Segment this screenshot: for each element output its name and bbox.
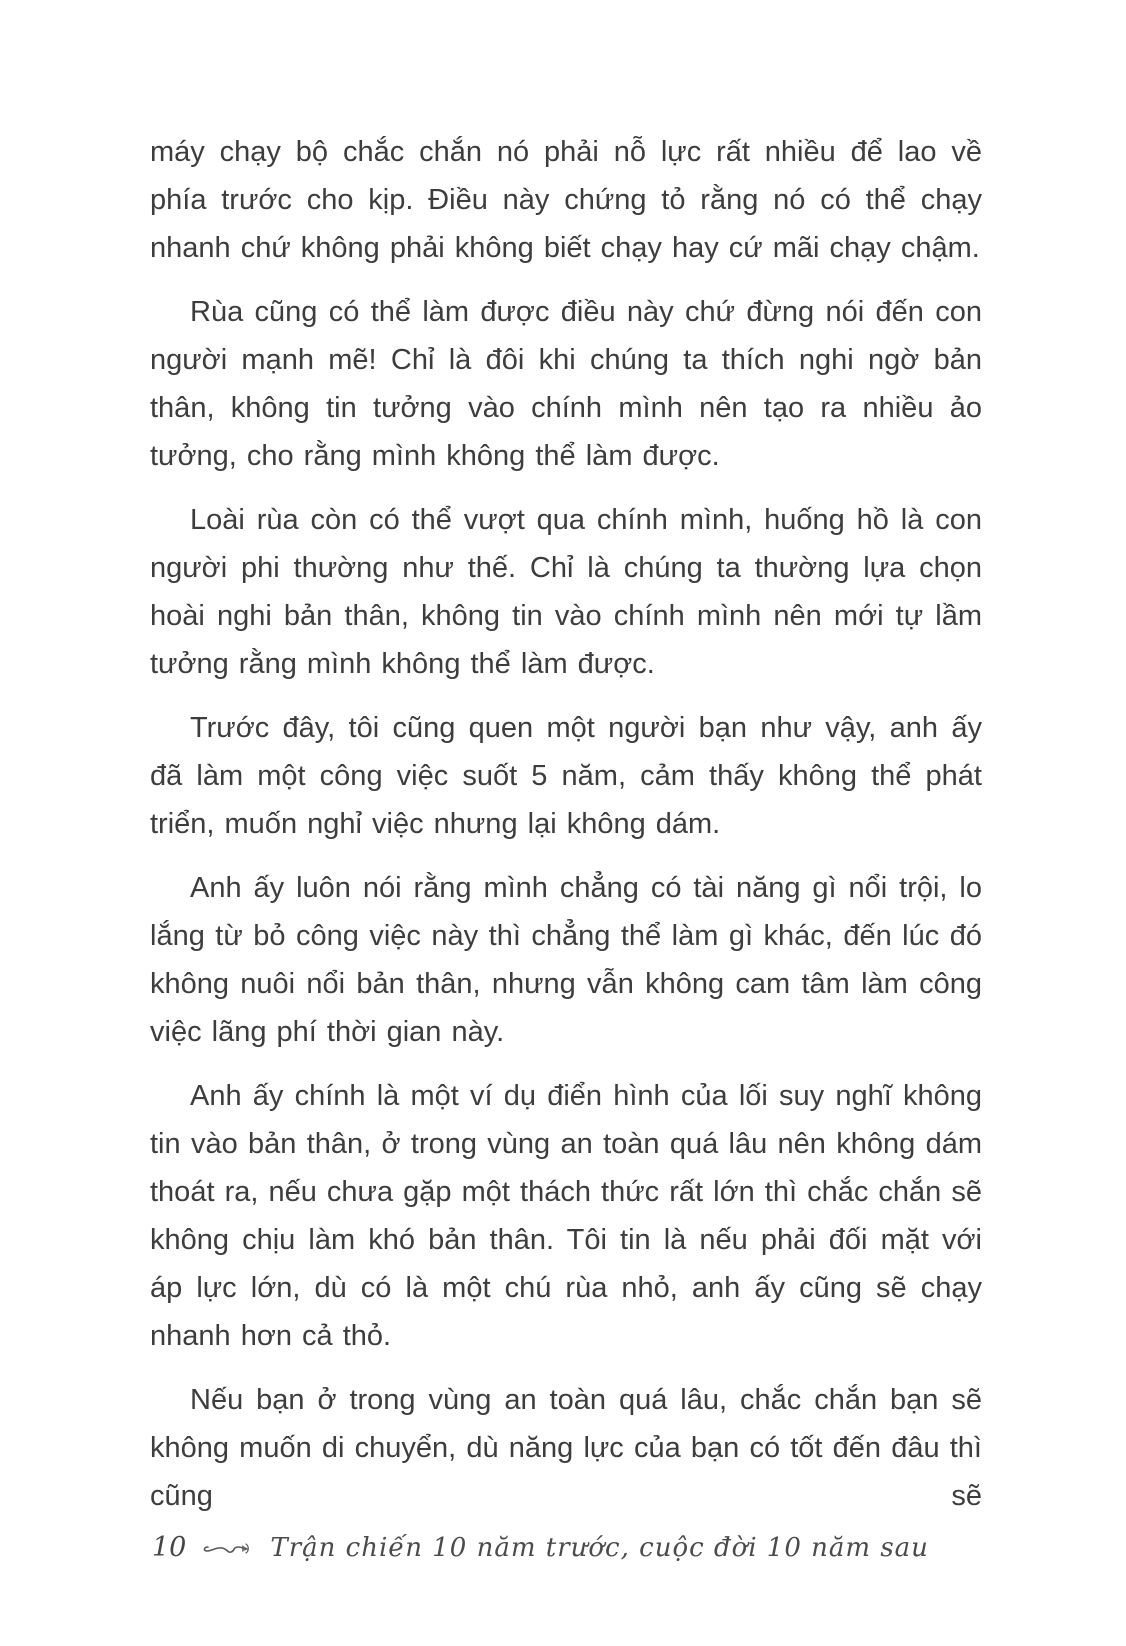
page-number: 10: [152, 1532, 187, 1563]
paragraph: Anh ấy chính là một ví dụ điển hình của lối suy nghĩ không tin vào bản thân, ở trong vùng an toàn quá lâu nên không dám thoát ra, nếu chưa gặp một thách thức rất lớn thì chắc chắn sẽ không chịu làm khó bản thân. Tôi tin là nếu phải đối mặt với áp lực lớn, dù có là một chú rùa nhỏ, anh ấy cũng sẽ chạy nhanh hơn cả thỏ.: [150, 1080, 982, 1352]
calligraphic-flourish-icon: [202, 1538, 254, 1558]
body-text: [150, 128, 982, 1536]
page-footer: [152, 1532, 984, 1563]
paragraph: Loài rùa còn có thể vượt qua chính mình, huống hồ là con người phi thường như thế. Chỉ là chúng ta thường lựa chọn hoài nghi bản thân, không tin vào chính mình nên mới tự lầm tưởng rằng mình không thể làm được.: [150, 504, 982, 680]
paragraph: Rùa cũng có thể làm được điều này chứ đừng nói đến con người mạnh mẽ! Chỉ là đôi khi chúng ta thích nghi ngờ bản thân, không tin tưởng vào chính mình nên tạo ra nhiều ảo tưởng, cho rằng mình không thể làm được.: [150, 296, 982, 472]
paragraph: máy chạy bộ chắc chắn nó phải nỗ lực rất nhiều để lao về phía trước cho kịp. Điều này chứng tỏ rằng nó có thể chạy nhanh chứ không phải không biết chạy hay cứ mãi chạy chậm.: [150, 136, 982, 264]
paragraph: Nếu bạn ở trong vùng an toàn quá lâu, chắc chắn bạn sẽ không muốn di chuyển, dù năng lực của bạn có tốt đến đâu thì cũng sẽ: [150, 1384, 982, 1512]
paragraph: Trước đây, tôi cũng quen một người bạn như vậy, anh ấy đã làm một công việc suốt 5 năm, cảm thấy không thể phát triển, muốn nghỉ việc nhưng lại không dám.: [150, 712, 982, 840]
book-title: Trận chiến 10 năm trước, cuộc đời 10 năm sau: [270, 1532, 929, 1563]
paragraph: Anh ấy luôn nói rằng mình chẳng có tài năng gì nổi trội, lo lắng từ bỏ công việc này thì chẳng thể làm gì khác, đến lúc đó không nuôi nổi bản thân, nhưng vẫn không cam tâm làm công việc lãng phí thời gian này.: [150, 872, 982, 1048]
